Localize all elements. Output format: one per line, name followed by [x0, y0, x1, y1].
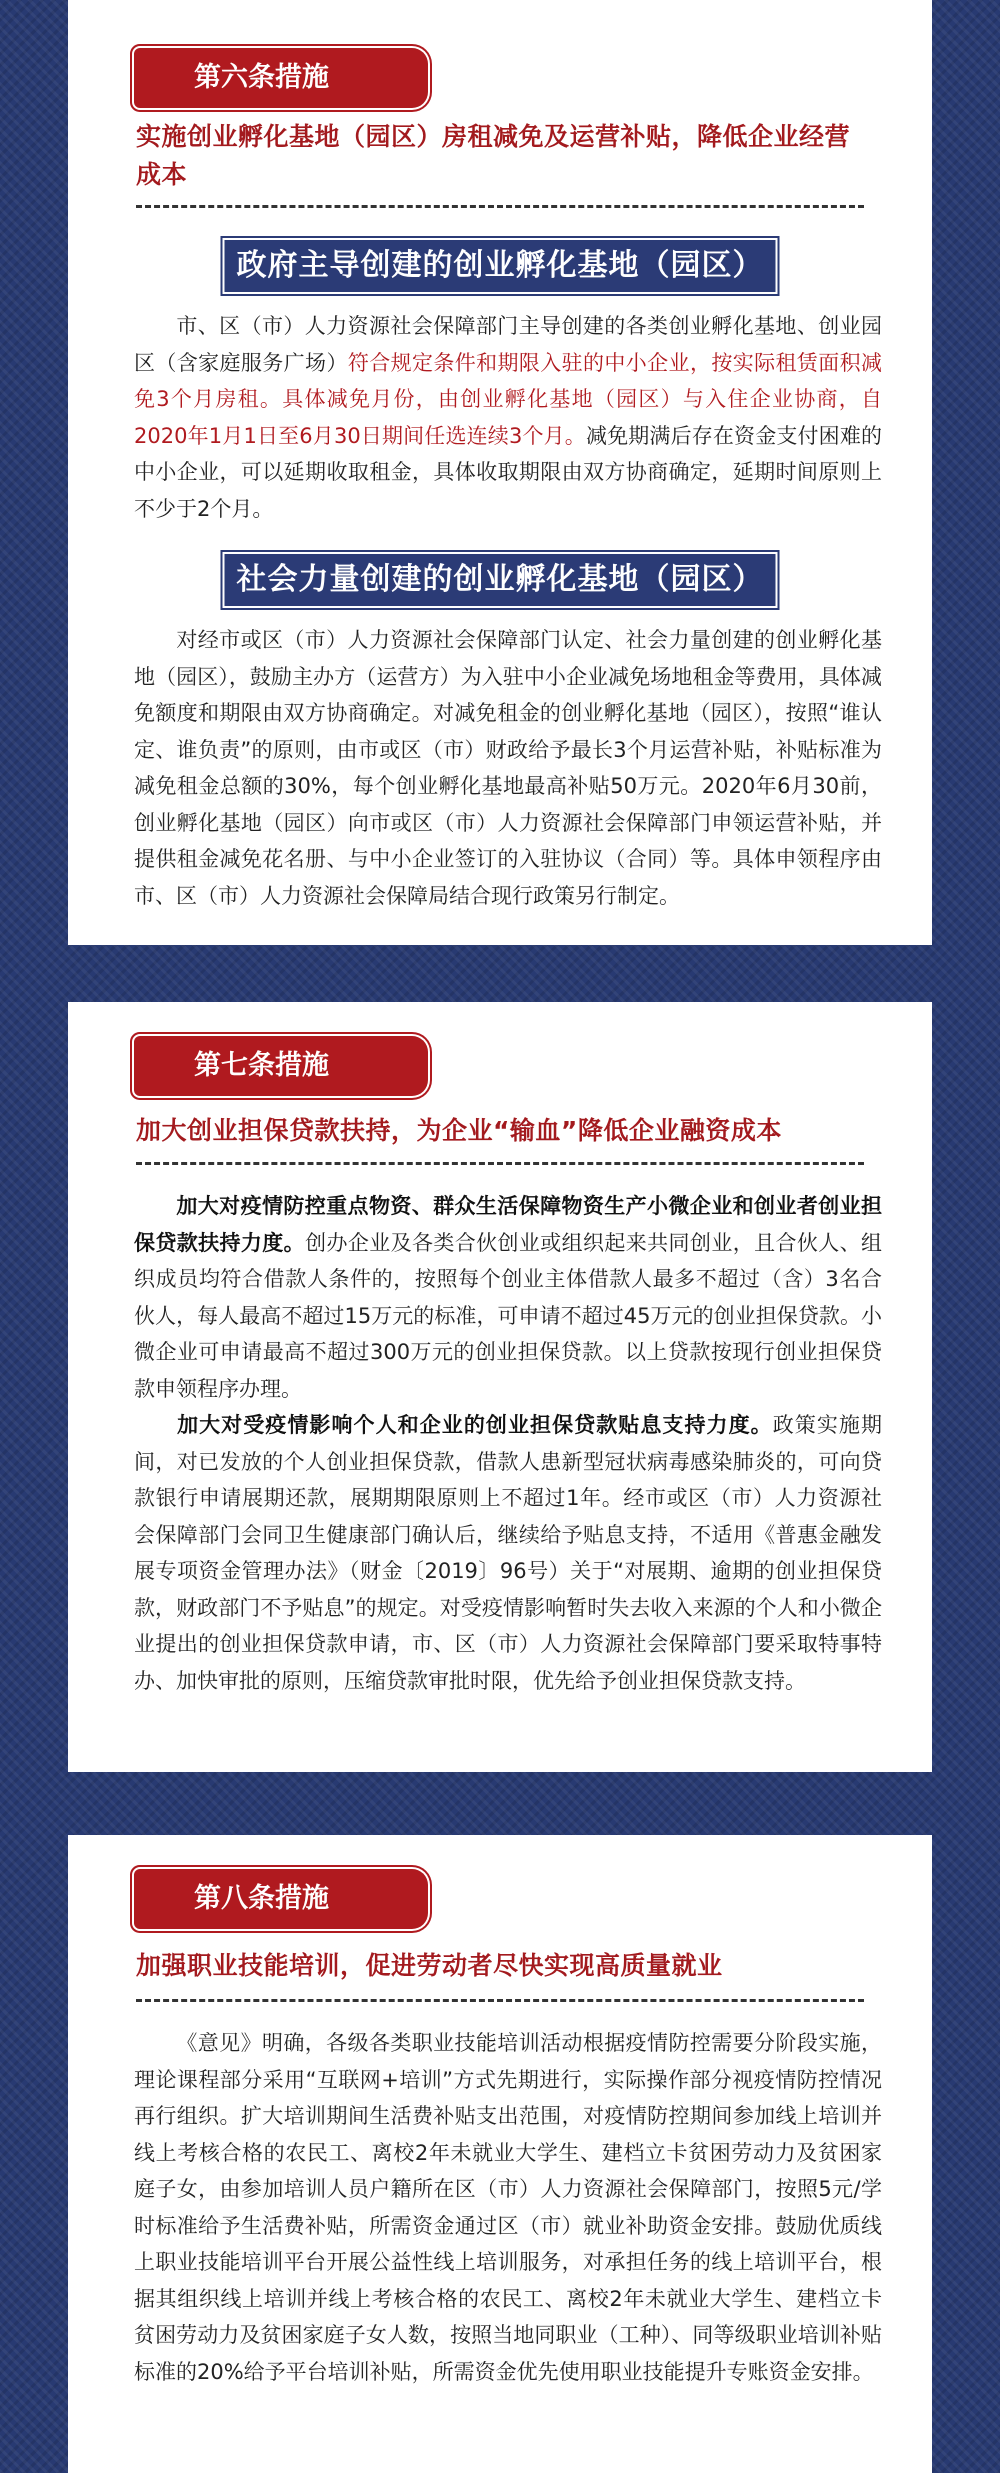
- dashed-divider: [136, 1162, 864, 1165]
- paragraph-government-incubator: [134, 308, 882, 527]
- section-7-subtitle: 加大创业担保贷款扶持，为企业“输血”降低企业融资成本: [136, 1116, 782, 1145]
- paragraph-text: 政策实施期间，对已发放的个人创业担保贷款，借款人患新型冠状病毒感染肺炎的，可向贷款银行申请展期还款，展期期限原则上不超过1年。经市或区（市）人力资源社会保障部门会同卫生健康部门确认后，继续给予贴息支持，不适用《普惠金融发展专项资金管理办法》（财金〔2019〕96号）关于“对展期、逾期的创业担保贷款，财政部门不予贴息”的规定。对受疫情影响暂时失去收入来源的个人和小微企业提出的创业担保贷款申请，市、区（市）人力资源社会保障部门要采取特事特办、加快审批的原则，压缩贷款审批时限，优先给予创业担保贷款支持。: [134, 1413, 882, 1693]
- banner-social-incubator: 社会力量创建的创业孵化基地（园区）: [221, 550, 780, 610]
- bold-lead-text: 加大对受疫情影响个人和企业的创业担保贷款贴息支持力度。: [176, 1413, 773, 1437]
- paragraph-text: 《意见》明确，各级各类职业技能培训活动根据疫情防控需要分阶段实施，理论课程部分采用“互联网+培训”方式先期进行，实际操作部分视疫情防控情况再行组织。扩大培训期间生活费补贴支出范围，对疫情防控期间参加线上培训并线上考核合格的农民工、离校2年未就业大学生、建档立卡贫困劳动力及贫困家庭子女，由参加培训人员户籍所在区（市）人力资源社会保障部门，按照5元/学时标准给予生活费补贴，所需资金通过区（市）就业补助资金安排。鼓励优质线上职业技能培训平台开展公益性线上培训服务，对承担任务的线上培训平台，根据其组织线上培训并线上考核合格的农民工、离校2年未就业大学生、建档立卡贫困劳动力及贫困家庭子女人数，按照当地同职业（工种）、同等级职业培训补贴标准的20%给予平台培训补贴，所需资金优先使用职业技能提升专账资金安排。: [134, 2031, 882, 2384]
- section-card-8: [68, 1835, 932, 2473]
- section-7-tab: 第七条措施: [136, 1038, 426, 1094]
- paragraph-skills-training: [134, 2025, 882, 2390]
- section-8-subtitle: 加强职业技能培训，促进劳动者尽快实现高质量就业: [136, 1951, 723, 1980]
- paragraph-text: 创办企业及各类合伙创业或组织起来共同创业，且合伙人、组织成员均符合借款人条件的，按照每个创业主体借款人最多不超过（含）3名合伙人，每人最高不超过15万元的标准，可申请不超过45万元的创业担保贷款。小微企业可申请最高不超过300万元的创业担保贷款。以上贷款按现行创业担保贷款申领程序办理。: [134, 1230, 883, 1401]
- section-6-tab: 第六条措施: [136, 50, 426, 106]
- section-8-tab: 第八条措施: [136, 1871, 426, 1927]
- dashed-divider: [136, 1999, 864, 2002]
- paragraph-text: 对经市或区（市）人力资源社会保障部门认定、社会力量创建的创业孵化基地（园区），鼓励主办方（运营方）为入驻中小企业减免场地租金等费用，具体减免额度和期限由双方协商确定。对减免租金的创业孵化基地（园区），按照“谁认定、谁负责”的原则，由市或区（市）财政给予最长3个月运营补贴，补贴标准为减免租金总额的30%，每个创业孵化基地最高补贴50万元。2020年6月30前，创业孵化基地（园区）向市或区（市）人力资源社会保障部门申领运营补贴，并提供租金减免花名册、与中小企业签订的入驻协议（合同）等。具体申领程序由市、区（市）人力资源社会保障局结合现行政策另行制定。: [134, 628, 882, 908]
- paragraph-text: 减免期满后存在资金支付困难的中小企业，可以延期收取租金，具体收取期限由双方协商确定，延期时间原则上不少于2个月。: [134, 423, 882, 521]
- paragraph-social-incubator: [134, 622, 882, 914]
- paragraph-text: 市、区（市）人力资源社会保障部门主导创建的各类创业孵化基地、创业园区（含家庭服务广场）: [134, 314, 882, 375]
- section-6-subtitle: 实施创业孵化基地（园区）房租减免及运营补贴，降低企业经营成本: [136, 122, 851, 189]
- section-card-7: [68, 1002, 932, 1772]
- dashed-divider: [136, 205, 864, 208]
- section-card-6: [68, 0, 932, 945]
- highlight-text: 符合规定条件和期限入驻的中小企业，按实际租赁面积减免3个月房租。具体减免月份，由创业孵化基地（园区）与入住企业协商，自2020年1月1日至6月30日期间任选连续3个月。: [134, 350, 883, 448]
- paragraph-loan-support: [134, 1188, 882, 1699]
- banner-government-incubator: 政府主导创建的创业孵化基地（园区）: [221, 236, 780, 296]
- bold-lead-text: 加大对疫情防控重点物资、群众生活保障物资生产小微企业和创业者创业担保贷款扶持力度。: [134, 1194, 882, 1255]
